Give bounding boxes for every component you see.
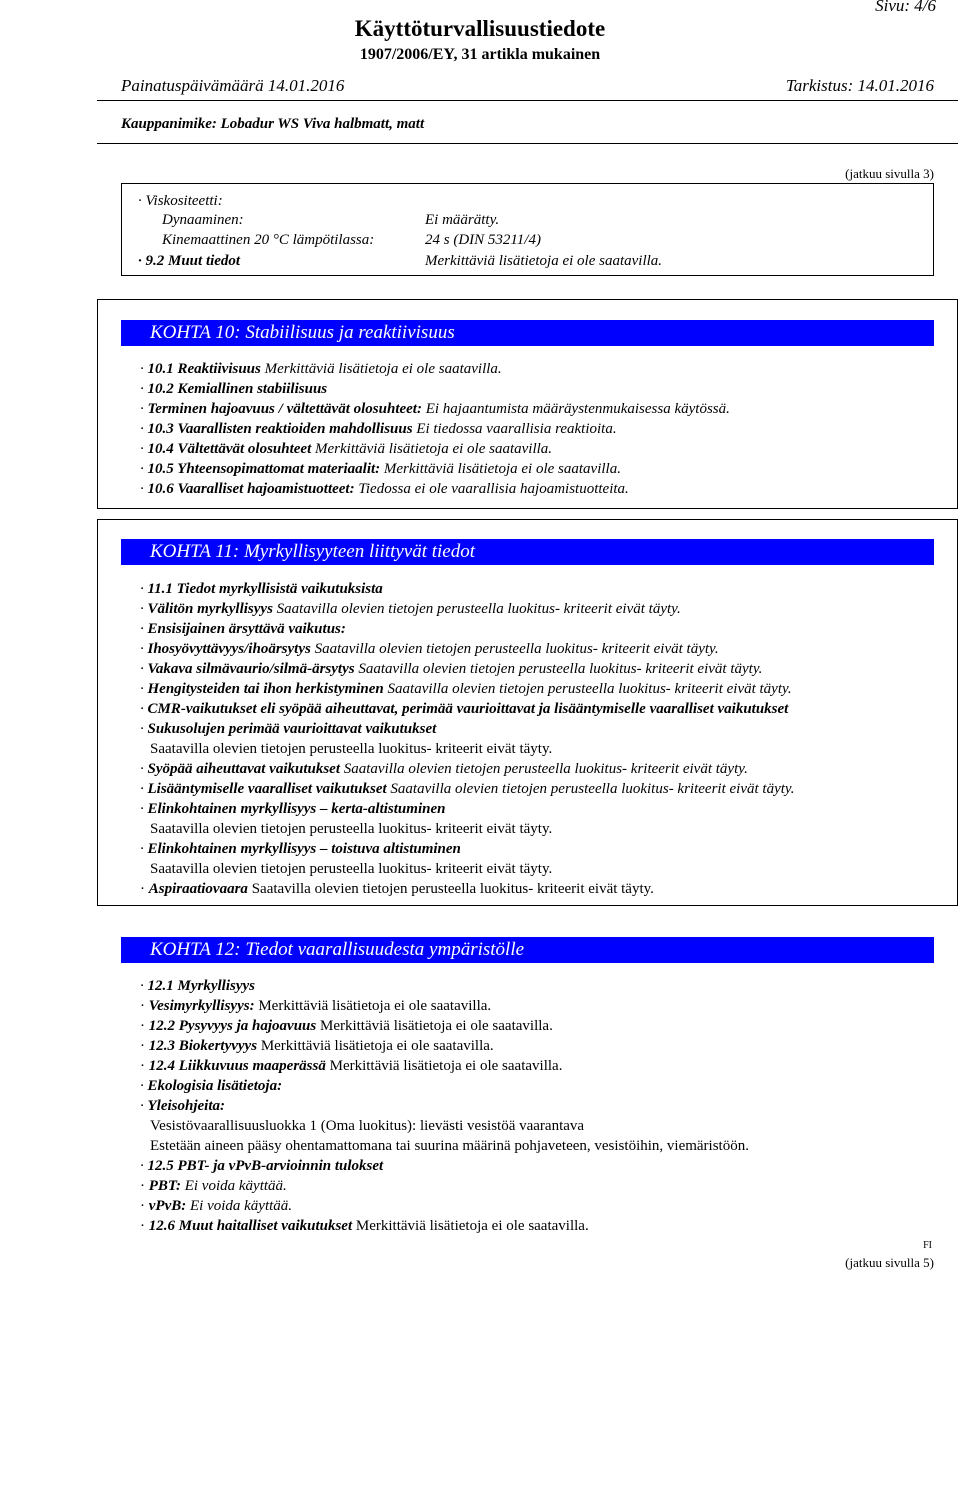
revision-date: Tarkistus: 14.01.2016: [785, 76, 934, 95]
s11-line10: · Syöpää aiheuttavat vaikutukset Saatavilla olevien tietojen perusteella luokitus- kriteerit eivät täyty.: [140, 761, 748, 777]
trade-name: Kauppanimike: Lobadur WS Viva halbmatt, matt: [121, 116, 425, 132]
s11-line8: · Sukusolujen perimää vaurioittavat vaikutukset: [140, 721, 437, 737]
other-info-label: · 9.2 Muut tiedot: [138, 253, 241, 269]
s12-line2: · Vesimyrkyllisyys: Merkittäviä lisätietoja ei ole saatavilla.: [140, 998, 492, 1014]
kinematic-value: 24 s (DIN 53211/4): [425, 232, 541, 248]
section12-title: KOHTA 12: Tiedot vaarallisuudesta ympäristölle: [121, 937, 934, 963]
section11-title: KOHTA 11: Myrkyllisyyteen liittyvät tiedot: [121, 539, 934, 565]
s10-stability: · 10.2 Kemiallinen stabiilisuus: [140, 381, 328, 397]
s12-line5: · 12.4 Liikkuvuus maaperässä Merkittäviä lisätietoja ei ole saatavilla.: [140, 1058, 563, 1074]
other-info-value: Merkittäviä lisätietoja ei ole saatavilla.: [425, 253, 663, 269]
s10-reactivity: · 10.1 Reaktiivisuus Merkittäviä lisätietoja ei ole saatavilla.: [140, 361, 502, 377]
s12-line9: Estetään aineen pääsy ohentamattomana tai suurina määrinä pohjaveteen, vesistöihin, viemäristöön.: [150, 1138, 749, 1154]
trade-name-divider: [97, 143, 958, 144]
kinematic-label: Kinemaattinen 20 °C lämpötilassa:: [162, 232, 375, 248]
header-divider: [97, 100, 958, 101]
s11-line12: · Elinkohtainen myrkyllisyys – kerta-altistuminen: [140, 801, 446, 817]
document-subtitle: 1907/2006/EY, 31 artikla mukainen: [359, 46, 601, 63]
s11-line14: · Elinkohtainen myrkyllisyys – toistuva altistuminen: [140, 841, 461, 857]
dynamic-value: Ei määrätty.: [425, 212, 500, 228]
s12-line11: · PBT: Ei voida käyttää.: [140, 1178, 287, 1194]
s10-conditions: · 10.4 Vältettävät olosuhteet Merkittäviä lisätietoja ei ole saatavilla.: [140, 441, 553, 457]
dynamic-label: Dynaaminen:: [162, 212, 244, 228]
s11-line16: · Aspiraatiovaara Saatavilla olevien tietojen perusteella luokitus- kriteerit eivät täyty.: [140, 881, 654, 897]
continued-to: (jatkuu sivulla 5): [845, 1255, 934, 1270]
s11-line1: · 11.1 Tiedot myrkyllisistä vaikutuksista: [140, 581, 383, 597]
s10-thermal: · Terminen hajoavuus / vältettävät olosuhteet: Ei hajaantumista määräystenmukaisessa käytössä.: [140, 401, 730, 417]
s11-line15: Saatavilla olevien tietojen perusteella luokitus- kriteerit eivät täyty.: [150, 861, 553, 877]
s12-line12: · vPvB: Ei voida käyttää.: [140, 1198, 293, 1214]
s10-incompatible: · 10.5 Yhteensopimattomat materiaalit: Merkittäviä lisätietoja ei ole saatavilla.: [140, 461, 621, 477]
s11-line3: · Ensisijainen ärsyttävä vaikutus:: [140, 621, 346, 637]
s12-line8: Vesistövaarallisuusluokka 1 (Oma luokitus): lievästi vesistöä vaarantava: [150, 1118, 585, 1134]
s11-line5: · Vakava silmävaurio/silmä-ärsytys Saatavilla olevien tietojen perusteella luokitus- kriteerit eivät täyty.: [140, 661, 763, 677]
continued-from: (jatkuu sivulla 3): [845, 166, 934, 181]
s11-line2: · Välitön myrkyllisyys Saatavilla olevien tietojen perusteella luokitus- kriteerit eivät täyty.: [140, 601, 681, 617]
s12-line10: · 12.5 PBT- ja vPvB-arvioinnin tulokset: [140, 1158, 384, 1174]
language-code: FI: [923, 1240, 932, 1251]
s11-line6: · Hengitysteiden tai ihon herkistyminen Saatavilla olevien tietojen perusteella luokitus- kriteerit eivät täyty.: [140, 681, 792, 697]
page-number: Sivu: 4/6: [875, 0, 936, 15]
s11-line13: Saatavilla olevien tietojen perusteella luokitus- kriteerit eivät täyty.: [150, 821, 553, 837]
s11-line11: · Lisääntymiselle vaaralliset vaikutukset Saatavilla olevien tietojen perusteella luokitus- kriteerit eivät täyty.: [140, 781, 795, 797]
s12-line7: · Yleisohjeita:: [140, 1098, 225, 1114]
section10-title: KOHTA 10: Stabiilisuus ja reaktiivisuus: [121, 320, 934, 346]
s12-line6: · Ekologisia lisätietoja:: [140, 1078, 283, 1094]
document-title: Käyttöturvallisuustiedote: [354, 16, 606, 41]
s12-line1: · 12.1 Myrkyllisyys: [140, 978, 255, 994]
s12-line4: · 12.3 Biokertyvyys Merkittäviä lisätietoja ei ole saatavilla.: [140, 1038, 494, 1054]
s11-line9: Saatavilla olevien tietojen perusteella luokitus- kriteerit eivät täyty.: [150, 741, 553, 757]
s11-line4: · Ihosyövyttävyys/ihoärsytys Saatavilla olevien tietojen perusteella luokitus- kriteerit eivät täyty.: [140, 641, 719, 657]
viscosity-label: · Viskositeetti:: [138, 193, 223, 209]
s12-line3: · 12.2 Pysyvyys ja hajoavuus Merkittäviä lisätietoja ei ole saatavilla.: [140, 1018, 553, 1034]
s10-hazardous-reactions: · 10.3 Vaarallisten reaktioiden mahdollisuus Ei tiedossa vaarallisia reaktioita.: [140, 421, 617, 437]
s12-line13: · 12.6 Muut haitalliset vaikutukset Merkittäviä lisätietoja ei ole saatavilla.: [140, 1218, 589, 1234]
s10-decomposition: · 10.6 Vaaralliset hajoamistuotteet: Tiedossa ei ole vaarallisia hajoamistuotteita.: [140, 481, 629, 497]
s11-line7: · CMR-vaikutukset eli syöpää aiheuttavat, perimää vaurioittavat ja lisääntymiselle vaaralliset vaikutukset: [140, 701, 789, 717]
print-date: Painatuspäivämäärä 14.01.2016: [121, 76, 345, 95]
